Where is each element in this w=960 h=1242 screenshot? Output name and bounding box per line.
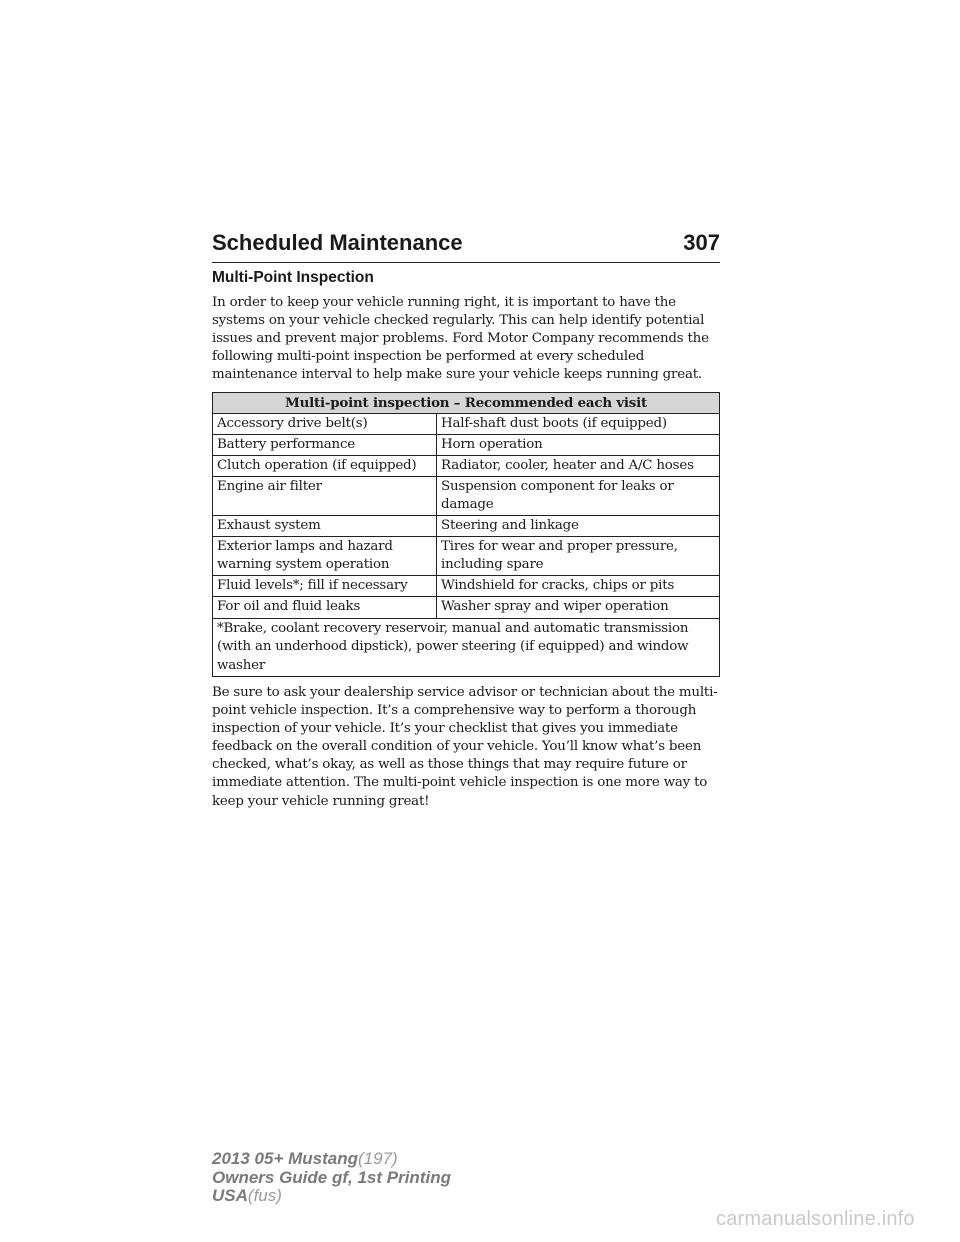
table-cell: Exterior lamps and hazard warning system operation — [213, 537, 437, 576]
footer-market-code: (fus) — [247, 1186, 282, 1205]
table-cell: Engine air filter — [213, 476, 437, 515]
table-cell: Steering and linkage — [437, 516, 720, 537]
closing-paragraph: Be sure to ask your dealership service advisor or technician about the multi-point vehicle inspection. It’s a comprehensive way to perform a thorough inspection of your vehicle. It’s your checklist that gives you immediate feedback on the overall condition of your vehicle. You’ll know what’s been checked, what’s okay, as well as those things that may require future or immediate attention. The multi-point vehicle inspection is one more way to keep your vehicle running great! — [212, 685, 718, 809]
page-header — [212, 228, 720, 263]
footer-line-3 — [212, 1187, 451, 1206]
table-row — [213, 413, 720, 434]
table-cell: Tires for wear and proper pressure, including spare — [437, 537, 720, 576]
watermark-link[interactable]: carmanualsonline.info — [716, 1208, 915, 1230]
table-cell: Radiator, cooler, heater and A/C hoses — [437, 455, 720, 476]
table-row — [213, 434, 720, 455]
table-cell: Clutch operation (if equipped) — [213, 455, 437, 476]
footer-code: (197) — [358, 1149, 398, 1168]
print-footer — [212, 1150, 451, 1206]
table-row — [213, 597, 720, 618]
footer-line-1 — [212, 1150, 451, 1169]
table-cell: Windshield for cracks, chips or pits — [437, 576, 720, 597]
footer-model: 2013 05+ Mustang — [212, 1149, 358, 1168]
table-row — [213, 576, 720, 597]
table-cell: Washer spray and wiper operation — [437, 597, 720, 618]
table-cell: Suspension component for leaks or damage — [437, 476, 720, 515]
table-cell: Horn operation — [437, 434, 720, 455]
table-row — [213, 476, 720, 515]
footer-line-2 — [212, 1169, 451, 1188]
page-number: 307 — [683, 230, 720, 255]
footer-market: USA — [212, 1186, 248, 1205]
table-cell: Battery performance — [213, 434, 437, 455]
inspection-table — [212, 392, 720, 677]
table-footnote-row — [213, 618, 720, 677]
table-title: Multi-point inspection – Recommended each visit — [213, 393, 720, 413]
table-cell: Half-shaft dust boots (if equipped) — [437, 413, 720, 434]
table-row — [213, 516, 720, 537]
table-row — [213, 537, 720, 576]
footer-printing: Owners Guide gf, 1st Printing — [212, 1167, 451, 1187]
table-footnote: *Brake, coolant recovery reservoir, manual and automatic transmission (with an underhood dipstick), power steering (if equipped) and window washer — [213, 618, 720, 677]
subheading: Multi-Point Inspection — [212, 269, 374, 286]
table-cell: Exhaust system — [213, 516, 437, 537]
table-row — [213, 455, 720, 476]
table-cell: For oil and fluid leaks — [213, 597, 437, 618]
table-header-row — [213, 393, 720, 413]
table-cell: Fluid levels*; fill if necessary — [213, 576, 437, 597]
section-title: Scheduled Maintenance — [212, 230, 463, 255]
page-content — [212, 268, 720, 811]
intro-paragraph: In order to keep your vehicle running right, it is important to have the systems on your vehicle checked regularly. This can help identify potential issues and prevent major problems. Ford Motor Company recommends the following multi-point inspection be performed at every scheduled maintenance interval to help make sure your vehicle keeps running great. — [212, 295, 709, 383]
table-cell: Accessory drive belt(s) — [213, 413, 437, 434]
